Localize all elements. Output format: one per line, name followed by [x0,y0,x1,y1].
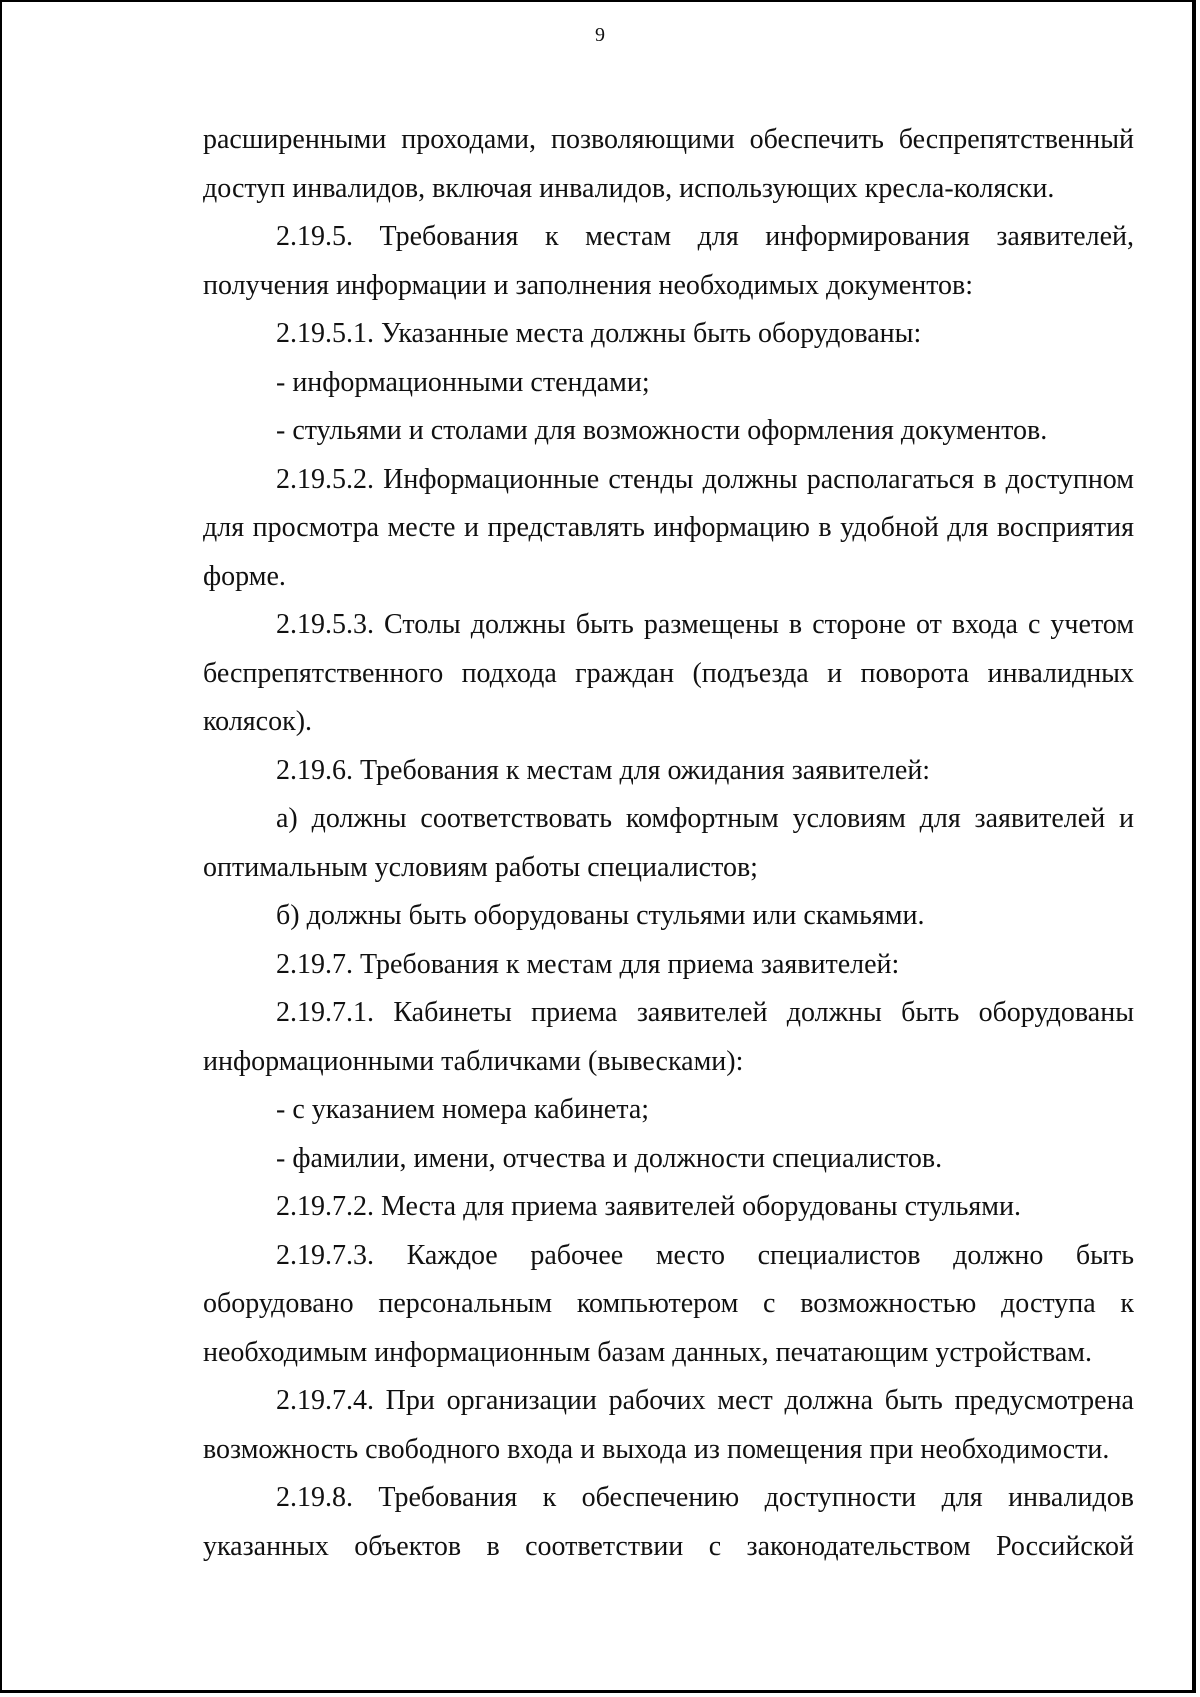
list-item: - фамилии, имени, отчества и должности специалистов. [276,1142,943,1174]
paragraph-2-19-5-2: 2.19.5.2. Информационные стенды должны располагаться в доступном для просмотра месте и представлять информацию в удобной для восприятия форме. [203,463,1134,592]
list-item: а) должны соответствовать комфортным условиям для заявителей и оптимальным условиям работы специалистов; [203,803,1134,883]
list-item: - с указанием номера кабинета; [276,1094,650,1125]
page-number: 9 [595,24,605,46]
paragraph-2-19-7: 2.19.7. Требования к местам для приема заявителей: [276,948,900,980]
paragraph-2-19-7-3: 2.19.7.3. Каждое рабочее место специалистов должно быть оборудовано персональным компьютером с возможностью доступа к необходимым информационным базам данных, печатающим устройствам. [203,1239,1134,1368]
paragraph-continuation: расширенными проходами, позволяющими обеспечить беспрепятственный доступ инвалидов, включая инвалидов, использующих кресла-коляски. [203,124,1134,204]
paragraph-2-19-5-3: 2.19.5.3. Столы должны быть размещены в стороне от входа с учетом беспрепятственного подхода граждан (подъезда и поворота инвалидных колясок). [203,609,1134,737]
list-item: - информационными стендами; [276,366,650,398]
paragraph-2-19-7-4: 2.19.7.4. При организации рабочих мест должна быть предусмотрена возможность свободного входа и выхода из помещения при необходимости. [203,1385,1134,1465]
paragraph-2-19-5-1: 2.19.5.1. Указанные места должны быть оборудованы: [276,318,922,349]
document-body [203,116,1134,1571]
paragraph-2-19-7-1: 2.19.7.1. Кабинеты приема заявителей должны быть оборудованы информационными табличками (вывесками): [203,997,1134,1077]
paragraph-2-19-7-2: 2.19.7.2. Места для приема заявителей оборудованы стульями. [276,1191,1021,1222]
paragraph-2-19-5: 2.19.5. Требования к местам для информирования заявителей, получения информации и заполнения необходимых документов: [203,221,1134,301]
paragraph-2-19-6: 2.19.6. Требования к местам для ожидания заявителей: [276,754,931,786]
list-item: - стульями и столами для возможности оформления документов. [276,415,1048,446]
list-item: б) должны быть оборудованы стульями или скамьями. [276,900,925,931]
paragraph-2-19-8: 2.19.8. Требования к обеспечению доступности для инвалидов указанных объектов в соответствии с законодательством Российской [203,1482,1134,1562]
